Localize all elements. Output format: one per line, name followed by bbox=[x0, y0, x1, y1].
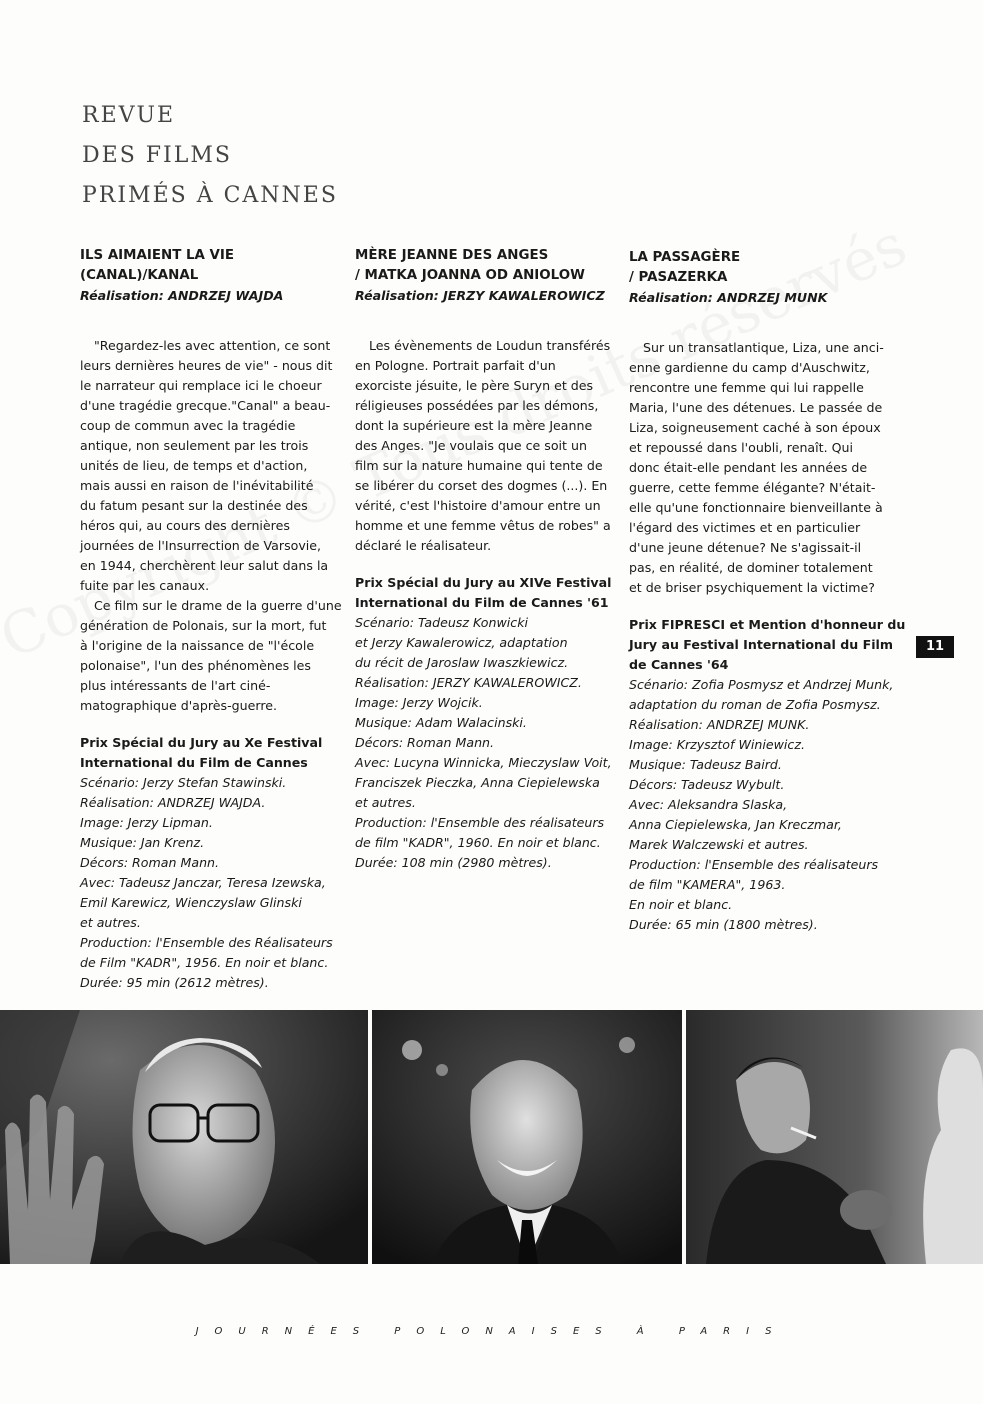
credit-line: Décors: Tadeusz Wybult. bbox=[629, 777, 785, 792]
film-credits bbox=[80, 773, 342, 993]
text-line: unités de lieu, de temps et d'action, bbox=[80, 458, 308, 473]
text-line: Liza, soigneusement caché à son époux bbox=[629, 420, 881, 435]
credit-line: Musique: Tadeusz Baird. bbox=[629, 757, 782, 772]
text-line: en 1944, cherchèrent leur salut dans la bbox=[80, 558, 329, 573]
credit-line: du récit de Jaroslaw Iwaszkiewicz. bbox=[355, 655, 569, 670]
credit-line: Durée: 95 min (2612 mètres). bbox=[80, 975, 269, 990]
footer-title: JOURNÉES POLONAISES À PARIS bbox=[195, 1326, 788, 1337]
page-number: 11 bbox=[916, 636, 954, 658]
text-line: l'égard des victimes et en particulier bbox=[629, 520, 861, 535]
credit-line: et autres. bbox=[80, 915, 141, 930]
film-award bbox=[629, 615, 906, 675]
credit-line: Réalisation: JERZY KAWALEROWICZ. bbox=[355, 675, 582, 690]
text-line: déclaré le réalisateur. bbox=[355, 538, 492, 553]
credit-line: et Jerzy Kawalerowicz, adaptation bbox=[355, 635, 568, 650]
film-title-line: LA PASSAGÈRE bbox=[629, 250, 741, 265]
film-column-matka-joanna bbox=[355, 246, 617, 873]
text-line: guerre, cette femme élégante? N'était- bbox=[629, 480, 876, 495]
text-line: polonaise", l'un des phénomènes les bbox=[80, 658, 311, 673]
text-line: dont la supérieure est la mère Jeanne bbox=[355, 418, 593, 433]
text-line: rencontre une femme qui lui rappelle bbox=[629, 380, 864, 395]
credit-line: Avec: Aleksandra Slaska, bbox=[629, 797, 788, 812]
credit-line: Durée: 65 min (1800 mètres). bbox=[629, 917, 818, 932]
credit-line: Production: l'Ensemble des réalisateurs bbox=[355, 815, 605, 830]
text-line: leurs dernières heures de vie" - nous dit bbox=[80, 358, 333, 373]
section-title-line: PRIMÉS À CANNES bbox=[82, 183, 338, 208]
credit-line: Décors: Roman Mann. bbox=[355, 735, 495, 750]
text-line: Jury au Festival International du Film bbox=[629, 637, 893, 652]
text-line: à l'origine de la naissance de "l'école bbox=[80, 638, 315, 653]
text-line: Prix Spécial du Jury au Xe Festival bbox=[80, 735, 323, 750]
film-title bbox=[80, 246, 342, 286]
film-credits bbox=[355, 613, 617, 873]
photo-andrzej-wajda bbox=[0, 1010, 368, 1264]
credit-line: Musique: Jan Krenz. bbox=[80, 835, 205, 850]
text-line: journées de l'Insurrection de Varsovie, bbox=[80, 538, 322, 553]
film-column-pasazerka bbox=[629, 248, 906, 935]
credit-line: Scénario: Jerzy Stefan Stawinski. bbox=[80, 775, 287, 790]
text-line: réligieuses possédées par les démons, bbox=[355, 398, 599, 413]
portrait-image bbox=[0, 1010, 368, 1264]
credit-line: Avec: Tadeusz Janczar, Teresa Izewska, bbox=[80, 875, 326, 890]
credit-line: Image: Jerzy Wojcik. bbox=[355, 695, 483, 710]
photo-jerzy-kawalerowicz bbox=[372, 1010, 682, 1264]
credit-line: de film "KAMERA", 1963. bbox=[629, 877, 786, 892]
credit-line: Marek Walczewski et autres. bbox=[629, 837, 809, 852]
text-line: International du Film de Cannes bbox=[80, 755, 308, 770]
text-line: d'une tragédie grecque."Canal" a beau- bbox=[80, 398, 331, 413]
film-title-line: MÈRE JEANNE DES ANGES bbox=[355, 248, 549, 263]
text-line: exorciste jésuite, le père Suryn et des bbox=[355, 378, 594, 393]
film-award bbox=[80, 733, 342, 773]
credit-line: En noir et blanc. bbox=[629, 897, 733, 912]
section-title-line: DES FILMS bbox=[82, 143, 232, 168]
film-title bbox=[629, 248, 897, 288]
text-line: fuite par les canaux. bbox=[80, 578, 210, 593]
text-line: coup de commun avec la tragédie bbox=[80, 418, 296, 433]
text-line: du fatum pesant sur la destinée des bbox=[80, 498, 308, 513]
film-column-kanal bbox=[80, 246, 342, 993]
text-line: film sur la nature humaine qui tente de bbox=[355, 458, 603, 473]
film-synopsis bbox=[80, 596, 342, 716]
text-line: enne gardienne du camp d'Auschwitz, bbox=[629, 360, 870, 375]
text-line: plus intéressants de l'art ciné- bbox=[80, 678, 271, 693]
film-award bbox=[355, 573, 617, 613]
film-title bbox=[355, 246, 617, 286]
text-line: matographique d'après-guerre. bbox=[80, 698, 277, 713]
text-line: vérité, c'est l'histoire d'amour entre un bbox=[355, 498, 601, 513]
text-line: pas, en réalité, de dominer totalement bbox=[629, 560, 873, 575]
text-line: et repoussé dans l'oubli, renaît. Qui bbox=[629, 440, 853, 455]
film-credits bbox=[629, 675, 897, 935]
text-line: héros qui, au cours des dernières bbox=[80, 518, 290, 533]
text-line: des Anges. "Je voulais que ce soit un bbox=[355, 438, 587, 453]
credit-line: Décors: Roman Mann. bbox=[80, 855, 220, 870]
credit-line: Anna Ciepielewska, Jan Kreczmar, bbox=[629, 817, 842, 832]
text-line: "Regardez-les avec attention, ce sont bbox=[94, 338, 331, 353]
text-line: génération de Polonais, sur la mort, fut bbox=[80, 618, 327, 633]
credit-line: Musique: Adam Walacinski. bbox=[355, 715, 527, 730]
section-title-line: REVUE bbox=[82, 103, 176, 128]
credit-line: Scénario: Zofia Posmysz et Andrzej Munk, bbox=[629, 677, 894, 692]
film-title-line: / PASAZERKA bbox=[629, 270, 728, 285]
text-line: en Pologne. Portrait parfait d'un bbox=[355, 358, 556, 373]
text-line: homme et une femme vêtus de robes" a bbox=[355, 518, 611, 533]
credit-line: Production: l'Ensemble des réalisateurs bbox=[629, 857, 879, 872]
film-director: Réalisation: ANDRZEJ MUNK bbox=[629, 290, 828, 305]
text-line: Les évènements de Loudun transférés bbox=[369, 338, 611, 353]
film-synopsis bbox=[629, 338, 897, 598]
credit-line: adaptation du roman de Zofia Posmysz. bbox=[629, 697, 881, 712]
credit-line: et autres. bbox=[355, 795, 416, 810]
text-line: de Cannes '64 bbox=[629, 657, 729, 672]
credit-line: de film "KADR", 1960. En noir et blanc. bbox=[355, 835, 601, 850]
text-line: Prix Spécial du Jury au XIVe Festival bbox=[355, 575, 612, 590]
photo-andrzej-munk bbox=[686, 1010, 983, 1264]
text-line: Ce film sur le drame de la guerre d'une bbox=[94, 598, 342, 613]
text-line: d'une jeune détenue? Ne s'agissait-il bbox=[629, 540, 862, 555]
credit-line: Image: Krzysztof Winiewicz. bbox=[629, 737, 805, 752]
credit-line: Franciszek Pieczka, Anna Ciepielewska bbox=[355, 775, 600, 790]
credit-line: Emil Karewicz, Wienczyslaw Glinski bbox=[80, 895, 302, 910]
film-title-line: / MATKA JOANNA OD ANIOLOW bbox=[355, 268, 585, 283]
credit-line: Image: Jerzy Lipman. bbox=[80, 815, 213, 830]
credit-line: Réalisation: ANDRZEJ MUNK. bbox=[629, 717, 810, 732]
text-line: International du Film de Cannes '61 bbox=[355, 595, 609, 610]
credit-line: Production: l'Ensemble des Réalisateurs bbox=[80, 935, 333, 950]
film-synopsis bbox=[355, 336, 617, 556]
credit-line: Réalisation: ANDRZEJ WAJDA. bbox=[80, 795, 266, 810]
credit-line: de Film "KADR", 1956. En noir et blanc. bbox=[80, 955, 329, 970]
film-title-line: (CANAL)/KANAL bbox=[80, 268, 199, 283]
film-title-line: ILS AIMAIENT LA VIE bbox=[80, 248, 235, 263]
text-line: Maria, l'une des détenues. Le passée de bbox=[629, 400, 883, 415]
film-director: Réalisation: ANDRZEJ WAJDA bbox=[80, 288, 284, 303]
portrait-image bbox=[372, 1010, 682, 1264]
text-line: le narrateur qui remplace ici le choeur bbox=[80, 378, 322, 393]
credit-line: Durée: 108 min (2980 mètres). bbox=[355, 855, 552, 870]
text-line: antique, non seulement par les trois bbox=[80, 438, 309, 453]
director-photos bbox=[0, 1010, 983, 1264]
text-line: se libérer du corset des dogmes (...). En bbox=[355, 478, 608, 493]
film-director: Réalisation: JERZY KAWALEROWICZ bbox=[355, 288, 605, 303]
text-line: Prix FIPRESCI et Mention d'honneur du bbox=[629, 617, 906, 632]
text-line: elle qu'une fonctionnaire bienveillante à bbox=[629, 500, 883, 515]
credit-line: Avec: Lucyna Winnicka, Mieczyslaw Voit, bbox=[355, 755, 612, 770]
section-title bbox=[82, 96, 338, 216]
text-line: mais aussi en raison de l'inévitabilité bbox=[80, 478, 314, 493]
credit-line: Scénario: Tadeusz Konwicki bbox=[355, 615, 528, 630]
text-line: Sur un transatlantique, Liza, une anci- bbox=[643, 340, 884, 355]
text-line: et de briser psychiquement la victime? bbox=[629, 580, 875, 595]
portrait-image bbox=[686, 1010, 983, 1264]
text-line: donc était-elle pendant les années de bbox=[629, 460, 868, 475]
film-synopsis bbox=[80, 336, 342, 596]
